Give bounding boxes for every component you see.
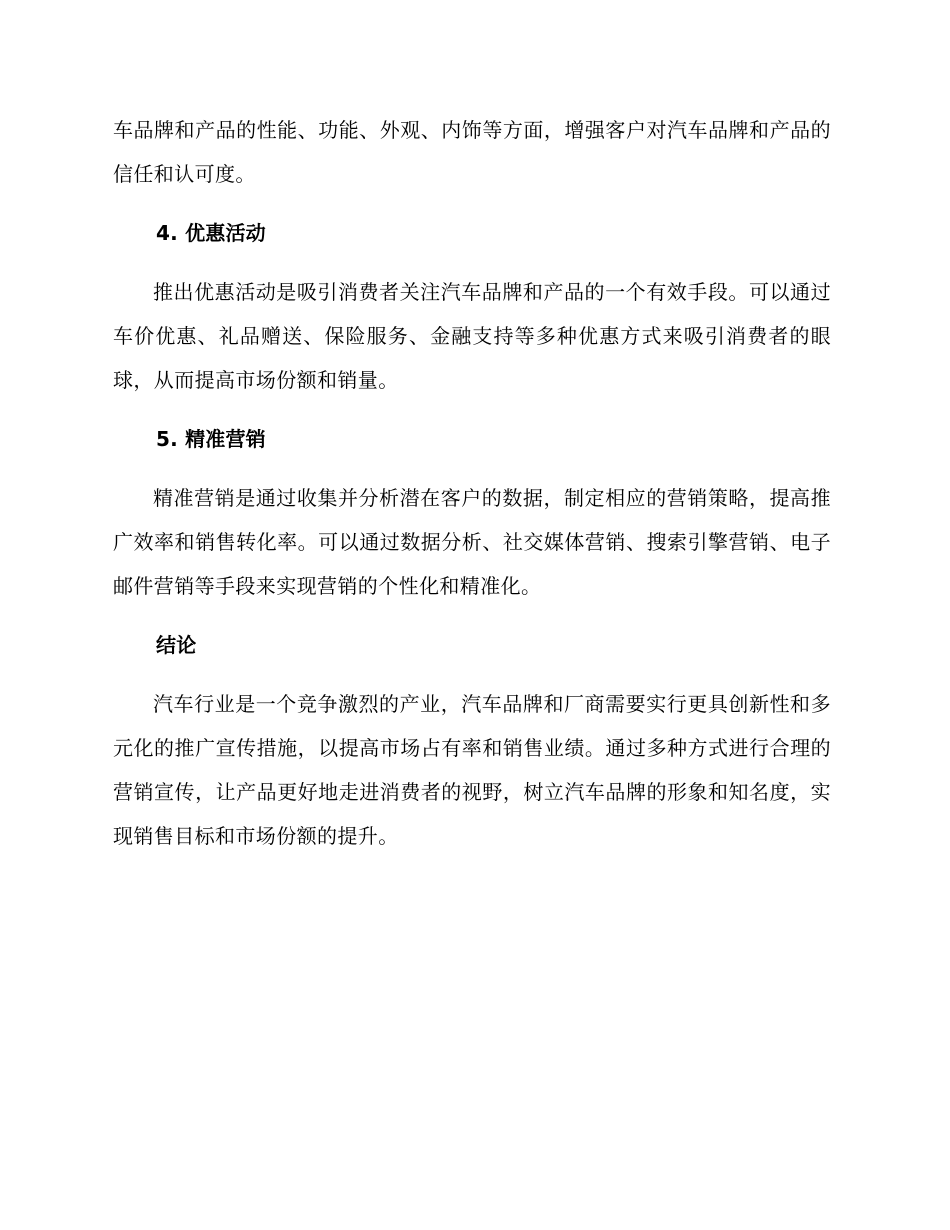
spacer (113, 402, 831, 417)
section-paragraph-precision-marketing: 精准营销是通过收集并分析潜在客户的数据，制定相应的营销策略，提高推广效率和销售转化率。可以通过数据分析、社交媒体营销、搜索引擎营销、电子邮件营销等手段来实现营销的个性化和精准化。 (113, 486, 831, 598)
section-heading-promotions: 4. 优惠活动 (156, 221, 266, 245)
section-heading-conclusion: 结论 (156, 633, 197, 657)
section-paragraph-promotions: 推出优惠活动是吸引消费者关注汽车品牌和产品的一个有效手段。可以通过车价优惠、礼品赠送、保险服务、金融支持等多种优惠方式来吸引消费者的眼球，从而提高市场份额和销量。 (113, 280, 831, 392)
spacer (113, 461, 831, 476)
spacer (113, 667, 831, 682)
spacer (113, 255, 831, 270)
document-page (113, 108, 831, 858)
section-paragraph-conclusion: 汽车行业是一个竞争激烈的产业，汽车品牌和厂商需要实行更具创新性和多元化的推广宣传措施，以提高市场占有率和销售业绩。通过多种方式进行合理的营销宣传，让产品更好地走进消费者的视野，树立汽车品牌的形象和知名度，实现销售目标和市场份额的提升。 (113, 692, 831, 848)
spacer (113, 196, 831, 211)
section-heading-precision-marketing: 5. 精准营销 (156, 427, 266, 451)
intro-continuation-paragraph: 车品牌和产品的性能、功能、外观、内饰等方面，增强客户对汽车品牌和产品的信任和认可度。 (113, 118, 831, 186)
spacer (113, 608, 831, 623)
